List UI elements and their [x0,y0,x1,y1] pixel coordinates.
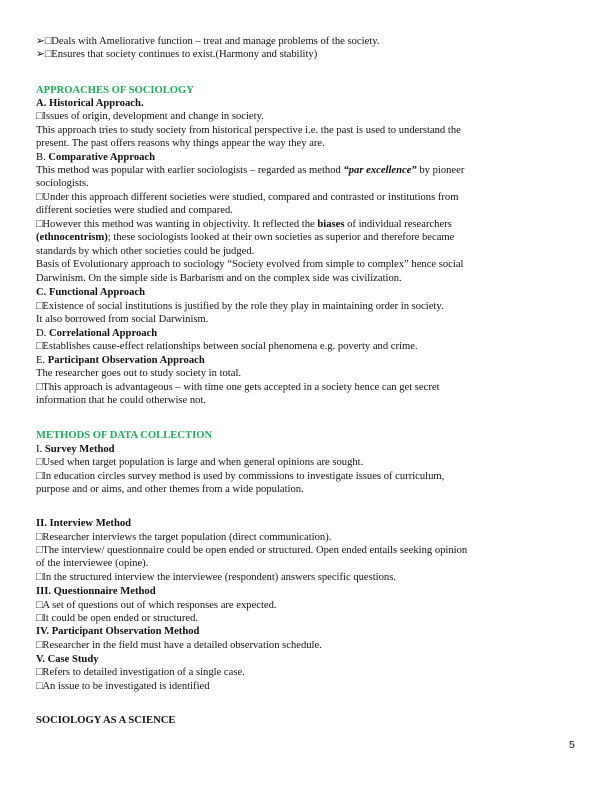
text-run: □A set of questions out of which responses are expected. [36,600,277,611]
text-line [36,653,99,666]
text-line [36,245,254,258]
text-run: It also borrowed from social Darwinism. [36,314,209,325]
text-line [36,585,156,598]
text-run: □The interview/ questionnaire could be open ended or structured. Open ended entails seeking opinion [36,545,468,556]
text-run: C. Functional Approach [36,287,145,298]
text-line [36,340,418,353]
text-line [36,313,208,326]
text-line [36,48,317,61]
text-line [36,164,464,177]
text-run: D. [36,328,49,339]
text-line [36,300,444,313]
text-run: □Used when target population is large and when general opinions are sought. [36,457,364,468]
text-line [36,517,131,530]
text-run: □In education circles survey method is used by commissions to investigate issues of curriculum, [36,471,445,482]
text-run: METHODS OF DATA COLLECTION [36,430,213,441]
text-line [36,354,205,367]
text-line [36,639,322,652]
text-run: by pioneer [416,165,465,176]
text-run: Survey Method [44,444,115,455]
text-run: □Refers to detailed investigation of a single case. [36,667,245,678]
text-run: □An issue to be investigated is identified [36,681,210,692]
text-run: □It could be open ended or structured. [36,613,199,624]
text-run: ➢□Ensures that society continues to exist.(Harmony and stability) [36,49,318,60]
text-run: The researcher goes out to study society in total. [36,368,242,379]
text-run: of the interviewee (opine). [36,558,149,569]
text-run: biases [317,219,345,230]
text-run: A. Historical Approach. [36,98,144,109]
text-run: ; these sociologists looked at their own societies as superior and therefore became [107,232,455,243]
text-run: □Researcher in the field must have a detailed observation schedule. [36,640,322,651]
text-run: SOCIOLOGY AS A SCIENCE [36,715,176,726]
text-line [36,625,199,638]
text-run: Participant Observation Approach [47,355,205,366]
text-line [36,571,396,584]
text-line [36,483,304,496]
text-line [36,191,458,204]
text-run: □However this method was wanting in objectivity. It reflected the [36,219,318,230]
text-run: □Establishes cause-effect relationships between social phenomena e.g. poverty and crime. [36,341,418,352]
text-run: □In the structured interview the interviewee (respondent) answers specific questions. [36,572,396,583]
text-line [36,544,467,557]
section-heading [36,429,212,442]
text-run: information that he could otherwise not. [36,395,207,406]
text-run: □Existence of social institutions is justified by the role they play in maintaining order in society. [36,301,444,312]
text-run: I. [36,444,45,455]
text-line [36,680,210,693]
text-line [36,286,145,299]
text-line [36,714,175,727]
text-run: □Issues of origin, development and change in society. [36,111,264,122]
page-number: 5 [569,739,575,751]
text-run: This approach tries to study society from historical perspective i.e. the past is used to understand the [36,125,461,136]
text-run: □Researcher interviews the target population (direct communication). [36,532,332,543]
text-line [36,599,277,612]
text-run: V. Case Study [36,654,99,665]
text-line [36,204,233,217]
text-line [36,137,325,150]
text-line [36,367,241,380]
text-line [36,177,89,190]
text-run: Comparative Approach [48,152,156,163]
text-line [36,443,115,456]
text-line [36,218,452,231]
text-run: APPROACHES OF SOCIOLOGY [36,85,194,96]
text-run: IV. Participant Observation Method [36,626,200,637]
text-line [36,612,198,625]
text-run: present. The past offers reasons why things appear the way they are. [36,138,325,149]
text-run: (ethnocentrism) [36,232,108,243]
text-run: different societies were studied and compared. [36,205,233,216]
text-run: sociologists. [36,178,89,189]
text-run: E. [36,355,48,366]
text-line [36,456,363,469]
text-line [36,557,148,570]
text-line [36,327,157,340]
text-run: □This approach is advantageous – with time one gets accepted in a society hence can get secret [36,382,440,393]
text-run: Darwinism. On the simple side is Barbarism and on the complex side was civilization. [36,273,402,284]
text-run: Correlational Approach [48,328,158,339]
text-run: Basis of Evolutionary approach to sociology “Society evolved from simple to complex” hence social [36,259,464,270]
text-run: III. Questionnaire Method [36,586,156,597]
text-run: “par excellence” [343,165,417,176]
text-run: II. Interview Method [36,518,132,529]
text-run: □Under this approach different societies were studied, compared and contrasted or institutions from [36,192,459,203]
text-line [36,35,379,48]
text-line [36,151,155,164]
text-line [36,531,331,544]
text-run: This method was popular with earlier sociologists – regarded as method [36,165,344,176]
text-line [36,470,444,483]
text-line [36,666,245,679]
text-line [36,97,144,110]
text-line [36,258,463,271]
text-line [36,231,454,244]
text-run: purpose and or aims, and other themes from a wide population. [36,484,304,495]
text-line [36,110,264,123]
text-run: B. [36,152,49,163]
text-run: of individual researchers [344,219,452,230]
text-run: standards by which other societies could be judged. [36,246,255,257]
text-line [36,394,206,407]
text-line [36,124,461,137]
text-line [36,272,402,285]
text-line [36,381,440,394]
section-heading [36,84,194,97]
text-run: ➢□Deals with Ameliorative function – treat and manage problems of the society. [36,36,380,47]
